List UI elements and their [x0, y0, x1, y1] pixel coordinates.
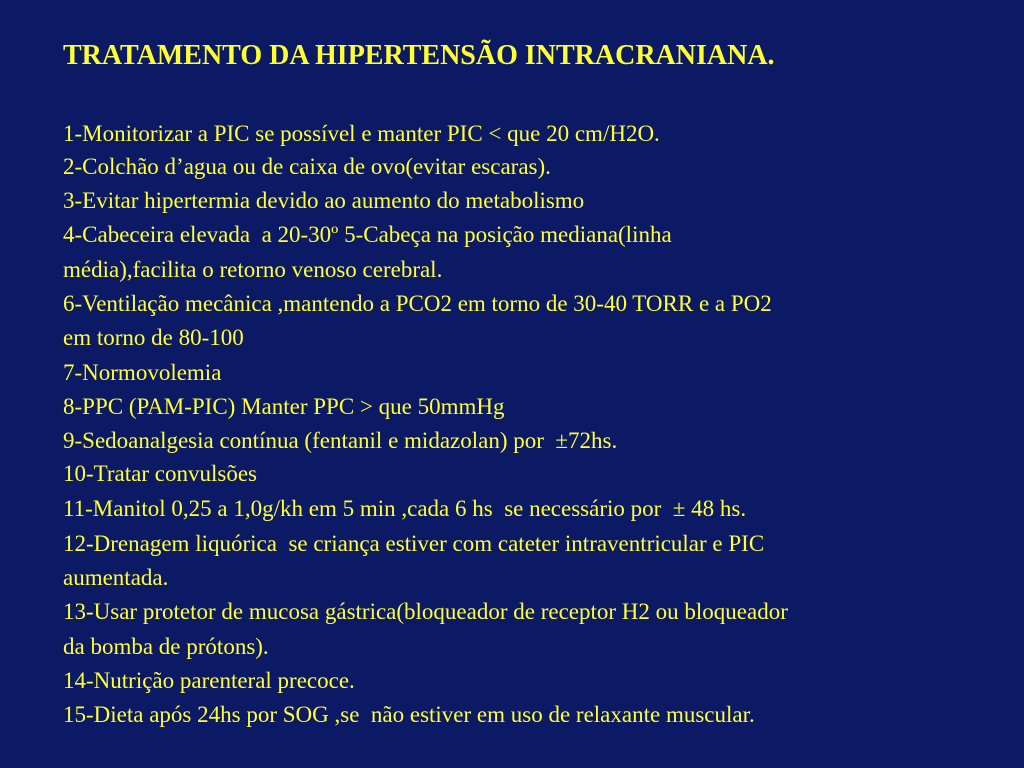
- slide-title: TRATAMENTO DA HIPERTENSÃO INTRACRANIANA.: [63, 40, 775, 71]
- text-line: aumentada.: [63, 565, 169, 590]
- text-line: 8-PPC (PAM-PIC) Manter PPC > que 50mmHg: [63, 394, 505, 419]
- text-line: 9-Sedoanalgesia contínua (fentanil e midazolan) por ±72hs.: [63, 428, 618, 453]
- text-line: 6-Ventilação mecânica ,mantendo a PCO2 em torno de 30-40 TORR e a PO2: [63, 291, 772, 316]
- text-line: 15-Dieta após 24hs por SOG ,se não estiver em uso de relaxante muscular.: [63, 702, 755, 727]
- text-line: 14-Nutrição parenteral precoce.: [63, 668, 355, 693]
- text-line: 11-Manitol 0,25 a 1,0g/kh em 5 min ,cada 6 hs se necessário por ± 48 hs.: [63, 496, 747, 521]
- text-line: 1-Monitorizar a PIC se possível e manter PIC < que 20 cm/H2O.: [63, 121, 660, 146]
- text-line: 13-Usar protetor de mucosa gástrica(bloqueador de receptor H2 ou bloqueador: [63, 599, 788, 624]
- text-line: da bomba de prótons).: [63, 634, 269, 659]
- text-line: 7-Normovolemia: [63, 360, 222, 385]
- text-line: 4-Cabeceira elevada a 20-30º 5-Cabeça na posição mediana(linha: [63, 222, 672, 247]
- text-line: em torno de 80-100: [63, 325, 244, 350]
- text-line: 10-Tratar convulsões: [63, 461, 257, 486]
- text-line: 12-Drenagem liquórica se criança estiver com cateter intraventricular e PIC: [63, 531, 765, 556]
- text-line: 2-Colchão d’agua ou de caixa de ovo(evitar escaras).: [63, 154, 551, 179]
- text-line: média),facilita o retorno venoso cerebral.: [63, 257, 443, 282]
- text-line: 3-Evitar hipertermia devido ao aumento do metabolismo: [63, 188, 585, 213]
